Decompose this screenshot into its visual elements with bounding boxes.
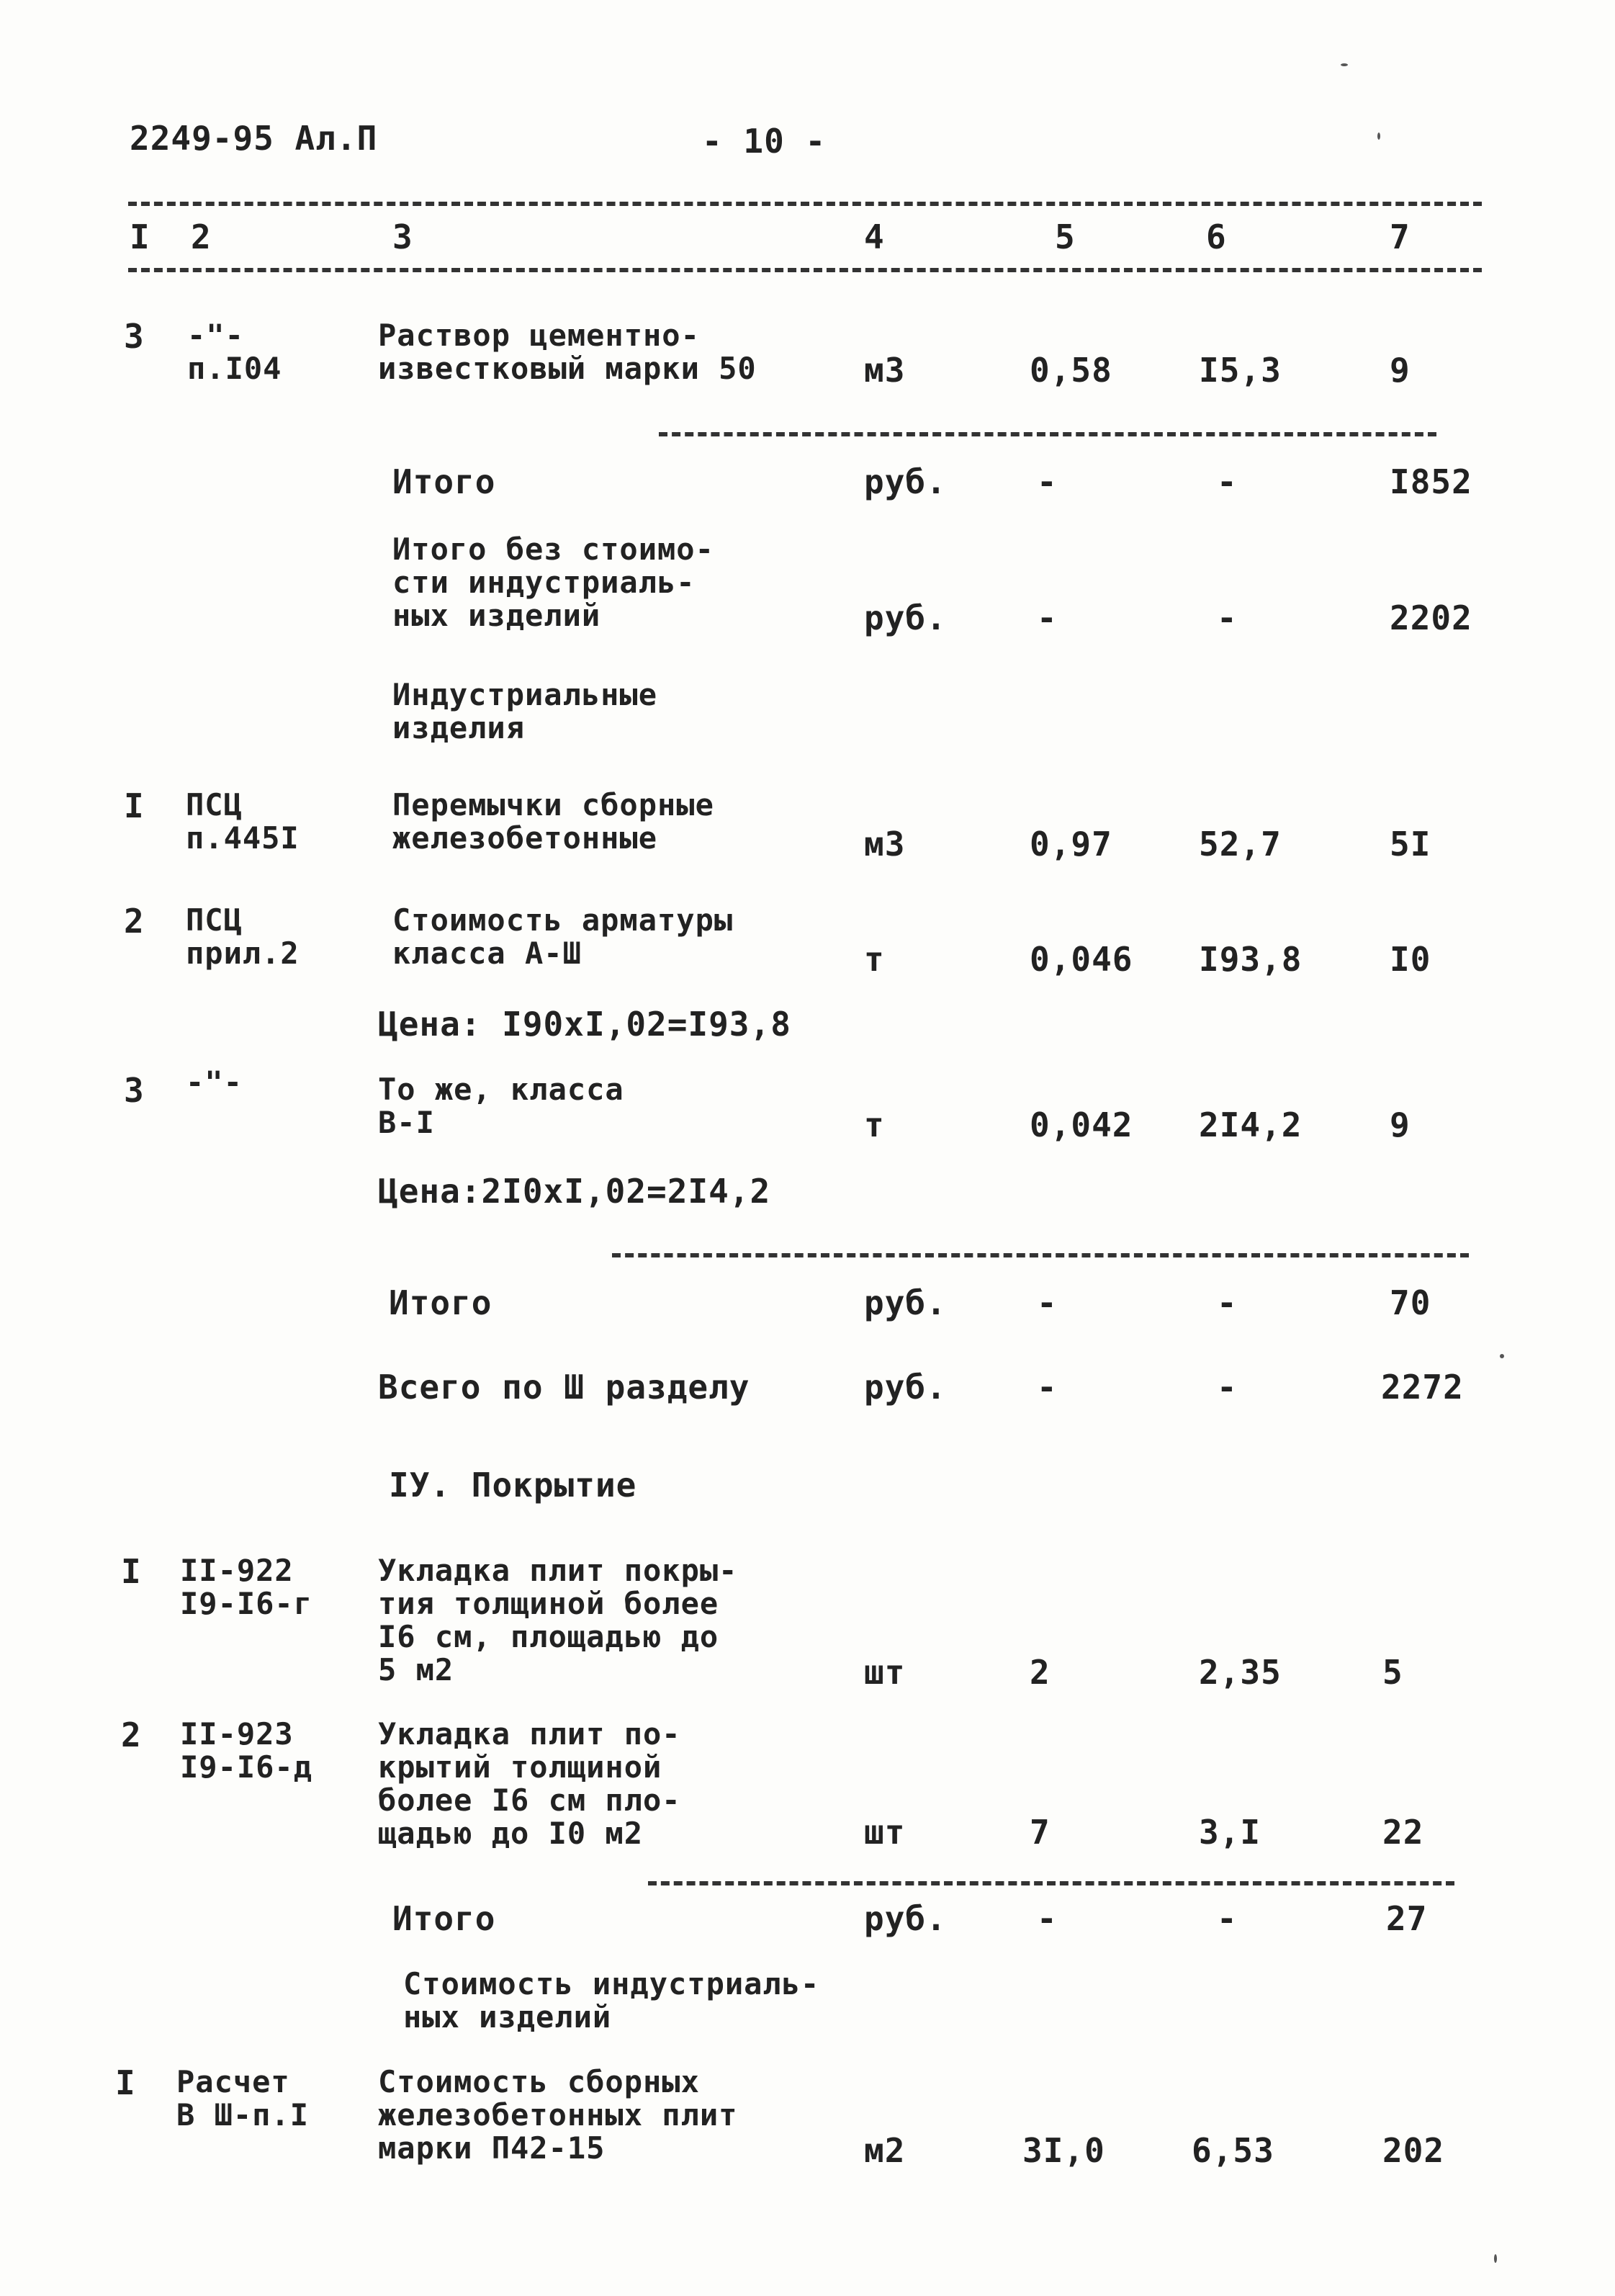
row-unit: руб. (864, 1283, 947, 1322)
row-number: 2 (124, 902, 145, 941)
row-total: 5 (1382, 1653, 1403, 1692)
row-unit: шт (864, 1653, 906, 1692)
row-unit: м3 (864, 825, 906, 864)
header-top-rule (128, 202, 1482, 206)
column-header-5: 5 (1055, 218, 1076, 256)
row-description: То же, класса В-I (378, 1072, 624, 1140)
column-header-2: 2 (191, 218, 212, 256)
row-reference: -"- п.I04 (187, 318, 282, 386)
row-quantity: 0,97 (1030, 825, 1112, 864)
row-price: - (1217, 598, 1238, 637)
section-heading: IУ. Покрытие (389, 1466, 637, 1504)
row-reference: -"- (186, 1064, 243, 1100)
row-quantity: - (1037, 1283, 1058, 1322)
row-total: 202 (1382, 2131, 1445, 2170)
row-price: 6,53 (1192, 2131, 1274, 2170)
row-number: 3 (124, 317, 145, 356)
row-price: I93,8 (1199, 940, 1303, 979)
row-quantity: 7 (1030, 1813, 1051, 1852)
row-total: 2202 (1390, 598, 1472, 637)
subtotal-rule (612, 1253, 1469, 1257)
section-heading: Индустриальные изделия (392, 677, 658, 745)
row-quantity: 2 (1030, 1653, 1051, 1692)
price-calculation: Цена:2I0хI,02=2I4,2 (378, 1172, 771, 1211)
row-description: Стоимость арматуры класса А-Ш (392, 902, 734, 971)
row-unit: м2 (864, 2131, 906, 2170)
row-quantity: 0,042 (1030, 1106, 1133, 1144)
row-total: 9 (1390, 351, 1411, 390)
row-total: I0 (1390, 940, 1431, 979)
row-unit: т (864, 940, 885, 979)
row-quantity: - (1037, 462, 1058, 501)
scan-speck (1500, 1354, 1504, 1358)
scan-speck (1377, 133, 1380, 140)
price-calculation: Цена: I90хI,02=I93,8 (378, 1005, 791, 1044)
row-quantity: 3I,0 (1022, 2131, 1105, 2170)
row-total: I852 (1390, 462, 1472, 501)
column-header-3: 3 (392, 218, 413, 256)
row-description: Укладка плит покры- тия толщиной более I6 см, площадью до 5 м2 (378, 1553, 738, 1687)
row-total: 70 (1390, 1283, 1431, 1322)
subtotal-rule (648, 1881, 1454, 1885)
row-quantity: 0,58 (1030, 351, 1112, 390)
scan-speck (1494, 2254, 1497, 2263)
row-reference: II-922 I9-I6-г (180, 1553, 313, 1621)
row-unit: руб. (864, 462, 947, 501)
row-quantity: - (1037, 598, 1058, 637)
row-unit: м3 (864, 351, 906, 390)
row-unit: руб. (864, 1368, 947, 1407)
row-number: 2 (121, 1716, 142, 1754)
row-price: 2,35 (1199, 1653, 1282, 1692)
row-price: - (1217, 1368, 1238, 1407)
row-number: I (124, 786, 145, 825)
row-description: Перемычки сборные железобетонные (392, 787, 714, 856)
row-price: - (1217, 1899, 1238, 1938)
row-description: Укладка плит по- крытий толщиной более I6 см пло- щадью до I0 м2 (378, 1716, 681, 1851)
column-header-4: 4 (864, 218, 885, 256)
row-total: 22 (1382, 1813, 1424, 1852)
row-quantity: - (1037, 1899, 1058, 1938)
row-quantity: - (1037, 1368, 1058, 1407)
row-unit: шт (864, 1813, 906, 1852)
row-reference: ПСЦ прил.2 (186, 902, 300, 971)
row-description: Итого (392, 462, 496, 501)
document-number: 2249-95 Ал.П (130, 119, 378, 158)
row-price: I5,3 (1199, 351, 1282, 390)
row-description: Итого (389, 1283, 492, 1322)
row-unit: руб. (864, 1899, 947, 1938)
row-reference: ПСЦ п.445I (186, 787, 300, 856)
section-heading: Стоимость индустриаль- ных изделий (403, 1966, 820, 2035)
row-number: I (121, 1552, 142, 1591)
row-description: Итого без стоимо- сти индустриаль- ных изделий (392, 532, 714, 633)
row-number: 3 (124, 1071, 145, 1110)
row-price: - (1217, 462, 1238, 501)
row-total: 9 (1390, 1106, 1411, 1144)
row-unit: руб. (864, 598, 947, 637)
row-reference: II-923 I9-I6-д (180, 1716, 313, 1785)
row-total: 27 (1386, 1899, 1428, 1938)
header-bottom-rule (128, 268, 1482, 272)
subtotal-rule (659, 432, 1436, 436)
row-price: - (1217, 1283, 1238, 1322)
row-description: Раствор цементно- известковый марки 50 (378, 318, 757, 386)
column-header-1: I (130, 218, 150, 256)
row-price: 52,7 (1199, 825, 1282, 864)
scan-speck (1341, 63, 1348, 66)
row-reference: Расчет В Ш-п.I (176, 2064, 310, 2133)
row-price: 3,I (1199, 1813, 1261, 1852)
row-total: 2272 (1381, 1368, 1464, 1407)
row-total: 5I (1390, 825, 1431, 864)
page-number: - 10 - (702, 122, 827, 161)
row-number: I (115, 2063, 136, 2102)
row-description: Стоимость сборных железобетонных плит марки П42-15 (378, 2064, 738, 2166)
row-quantity: 0,046 (1030, 940, 1133, 979)
row-description: Итого (392, 1899, 496, 1938)
row-price: 2I4,2 (1199, 1106, 1303, 1144)
row-unit: т (864, 1106, 885, 1144)
column-header-7: 7 (1390, 218, 1411, 256)
row-description: Всего по Ш разделу (378, 1368, 750, 1407)
column-header-6: 6 (1206, 218, 1227, 256)
